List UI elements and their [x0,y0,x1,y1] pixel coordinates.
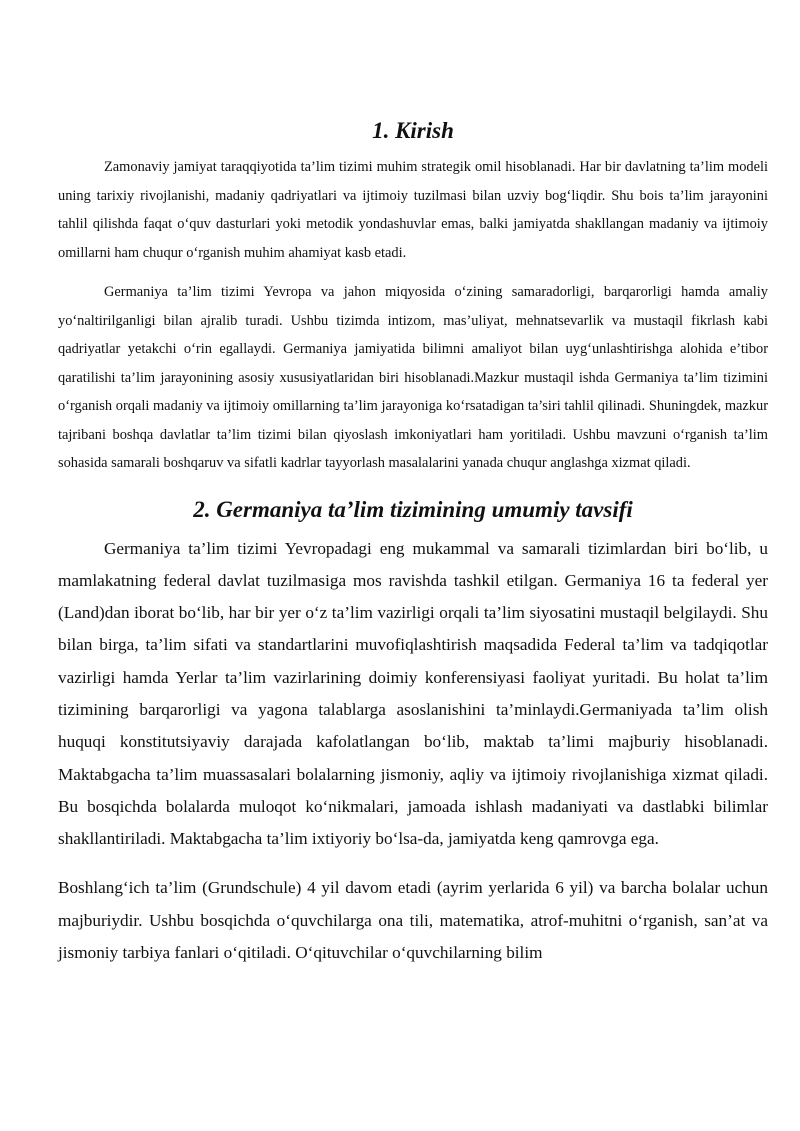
document-page [58,112,768,969]
section-2-heading: 2. Germaniya ta’lim tizimining umumiy tavsifi [193,496,633,522]
section-1-paragraph-1: Zamonaviy jamiyat taraqqiyotida ta’lim tizimi muhim strategik omil hisoblanadi. Har bir davlatning ta’lim modeli uning tarixiy rivojlanishi, madaniy qadriyatlari va ijtimoiy tuzilmasi bilan uzviy bog‘liqdir. Shu bois ta’lim jarayonini tahlil qilishda faqat o‘quv dasturlari yoki metodik yondashuvlar emas, balki jamiyatda shakllangan madaniy va ijtimoiy omillarni ham chuqur o‘rganish muhim ahamiyat kasb etadi. [58,159,768,261]
section-2-paragraph-1: Germaniya ta’lim tizimi Yevropadagi eng mukammal va samarali tizimlardan biri bo‘lib, u mamlakatning federal davlat tuzilmasiga mos ravishda tashkil etilgan. Germaniya 16 ta federal yer (Land)dan iborat bo‘lib, har bir yer o‘z ta’lim vazirligi orqali ta’lim siyosatini mustaqil belgilaydi. Shu bilan birga, ta’lim sifati va standartlarini muvofiqlashtirish maqsadida Federal ta’lim va tadqiqotlar vazirligi hamda Yerlar ta’lim vazirlarining doimiy konferensiyasi faoliyat yuritadi. Bu holat ta’lim tizimining barqarorligi va yagona talablarga asoslanishini ta’minlaydi.Germaniyada ta’lim olish huquqi konstitutsiyaviy darajada kafolatlangan bo‘lib, maktab ta’limi majburiy hisoblanadi. Maktabgacha ta’lim muassasalari bolalarning jismoniy, aqliy va ijtimoiy rivojlanishiga xizmat qiladi. Bu bosqichda bolalarda muloqot ko‘nikmalari, jamoada ishlash madaniyati va dastlabki bilimlar shakllantiriladi. Maktabgacha ta’lim ixtiyoriy bo‘lsa-da, jamiyatda keng qamrovga ega. [58,538,768,849]
section-1-heading: 1. Kirish [372,118,454,143]
section-1-paragraph-2: Germaniya ta’lim tizimi Yevropa va jahon miqyosida o‘zining samaradorligi, barqarorligi hamda amaliy yo‘naltirilganligi bilan ajralib turadi. Ushbu tizimda intizom, mas’uliyat, mehnatsevarlik va mustaqil fikrlash kabi qadriyatlar yetakchi o‘rin egallaydi. Germaniya jamiyatida bilimni amaliyot bilan uyg‘unlashtirishga alohida e’tibor qaratilishi ta’lim jarayonining asosiy xususiyatlaridan biri hisoblanadi.Mazkur mustaqil ishda Germaniya ta’lim tizimini o‘rganish orqali madaniy va ijtimoiy omillarning ta’lim jarayoniga ko‘rsatadigan ta’siri tahlil qilinadi. Shuningdek, mazkur tajribani boshqa davlatlar ta’lim tizimi bilan qiyoslash imkoniyatlari ham yoritiladi. Ushbu mavzuni o‘rganish ta’lim sohasida samarali boshqaruv va sifatli kadrlar tayyorlash masalalarini yanada chuqur anglashga xizmat qiladi. [58,284,768,471]
section-2-paragraph-2: Boshlang‘ich ta’lim (Grundschule) 4 yil davom etadi (ayrim yerlarida 6 yil) va barcha bolalar uchun majburiydir. Ushbu bosqichda o‘quvchilarga ona tili, matematika, atrof-muhitni o‘rganish, san’at va jismoniy tarbiya fanlari o‘qitiladi. O‘qituvchilar o‘quvchilarning bilim [58,878,768,963]
